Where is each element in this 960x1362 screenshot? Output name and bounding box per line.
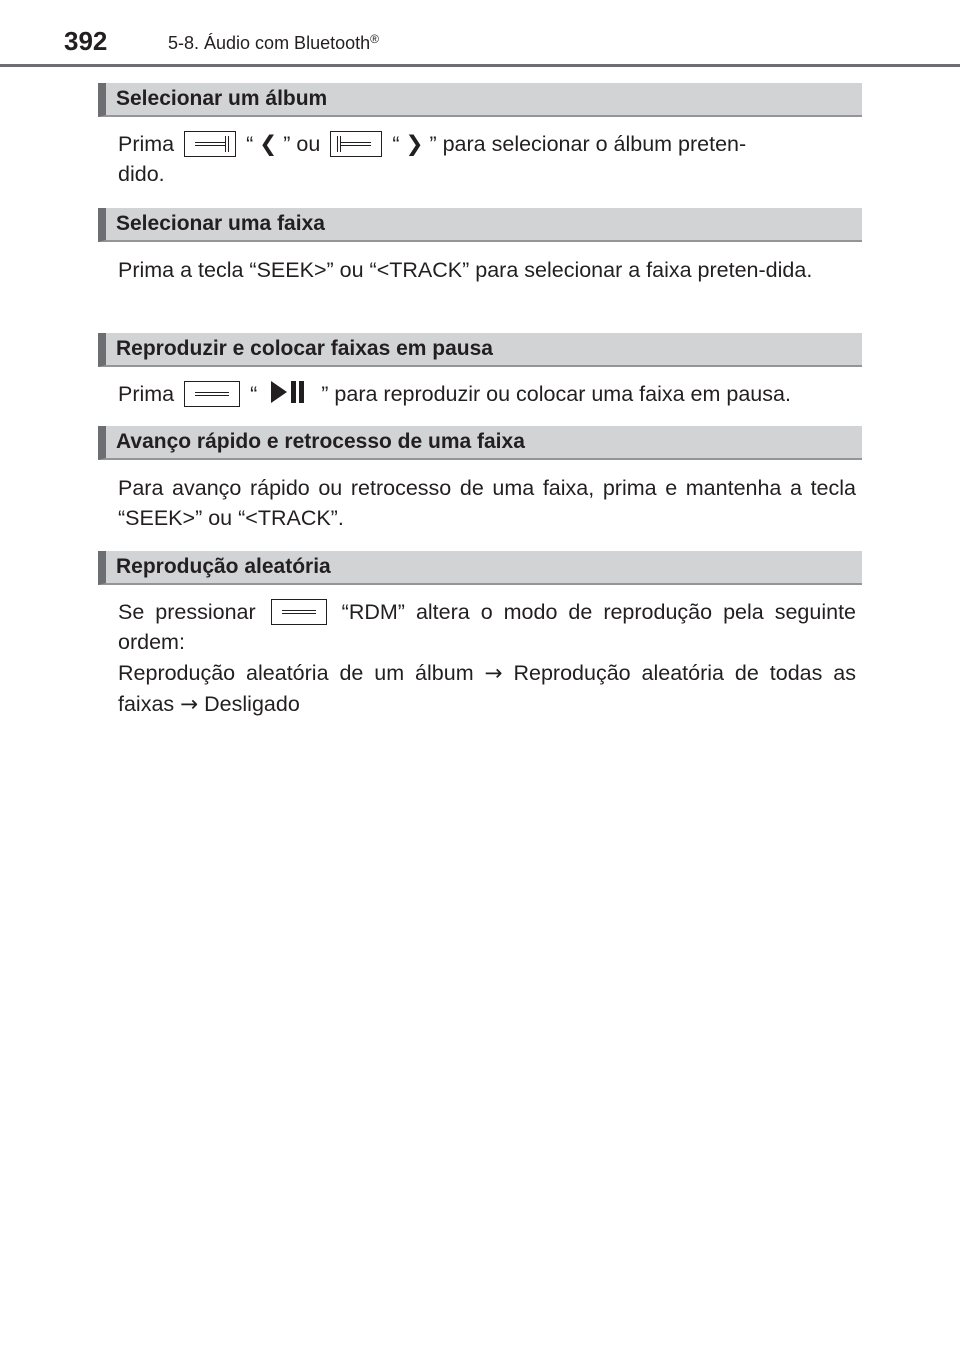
- paragraph-random-sequence: [118, 658, 856, 720]
- paragraph-select-album: [118, 129, 856, 189]
- section-title: Reproduzir e colocar faixas em pausa: [116, 337, 493, 360]
- chapter-title: [168, 32, 379, 54]
- text: Se pressionar: [118, 600, 256, 624]
- chevron-left-icon: ❮: [259, 132, 278, 156]
- text: Reprodução aleatória de um álbum: [118, 661, 474, 685]
- text: Desligado: [204, 692, 300, 716]
- paragraph-play-pause: [118, 379, 856, 409]
- page-header: [0, 0, 960, 64]
- section-heading-play-pause: [98, 333, 862, 367]
- section-heading-select-track: [98, 208, 862, 242]
- section-title: Reprodução aleatória: [116, 555, 331, 578]
- chevron-right-icon: ❯: [405, 132, 424, 156]
- text: ” para selecionar o álbum preten-: [429, 132, 747, 156]
- text: Prima: [118, 382, 175, 406]
- text: ” para reproduzir ou colocar uma faixa em pausa.: [321, 382, 791, 406]
- text: dido.: [118, 162, 165, 186]
- text: “: [250, 382, 258, 406]
- steering-switch-icon: [330, 131, 382, 157]
- paragraph-random-playback: [118, 597, 856, 657]
- section-title: Selecionar um álbum: [116, 87, 328, 110]
- arrow-right-icon: →: [180, 692, 199, 717]
- page-number: 392: [64, 26, 108, 56]
- play-pause-icon: [267, 379, 311, 405]
- arrow-right-icon: →: [484, 661, 503, 686]
- section-heading-select-album: [98, 83, 862, 117]
- section-heading-fast-forward-rewind: [98, 426, 862, 460]
- paragraph-select-track: Prima a tecla “SEEK>” ou “<TRACK” para selecionar a faixa preten-dida.: [118, 258, 813, 282]
- text: “: [392, 132, 400, 156]
- text: “: [246, 132, 254, 156]
- section-heading-random-playback: [98, 551, 862, 585]
- section-title: Avanço rápido e retrocesso de uma faixa: [116, 430, 525, 453]
- paragraph-fast-forward-rewind: Para avanço rápido ou retrocesso de uma faixa, prima e mantenha a tecla “SEEK>” ou “<TRACK”.: [118, 476, 856, 530]
- registered-mark: ®: [370, 32, 379, 46]
- text: ” ou: [283, 132, 321, 156]
- section-title: Selecionar uma faixa: [116, 212, 325, 235]
- header-rule: [0, 64, 960, 67]
- steering-switch-icon: [184, 131, 236, 157]
- text: Reprodução aleatória de todas as faixas: [118, 661, 856, 716]
- text: Prima: [118, 132, 175, 156]
- steering-switch-icon: [184, 381, 240, 407]
- text: “RDM” altera o modo de reprodução pela seguinte ordem:: [118, 600, 856, 654]
- steering-switch-icon: [271, 599, 327, 625]
- chapter-title-text: 5-8. Áudio com Bluetooth: [168, 33, 371, 53]
